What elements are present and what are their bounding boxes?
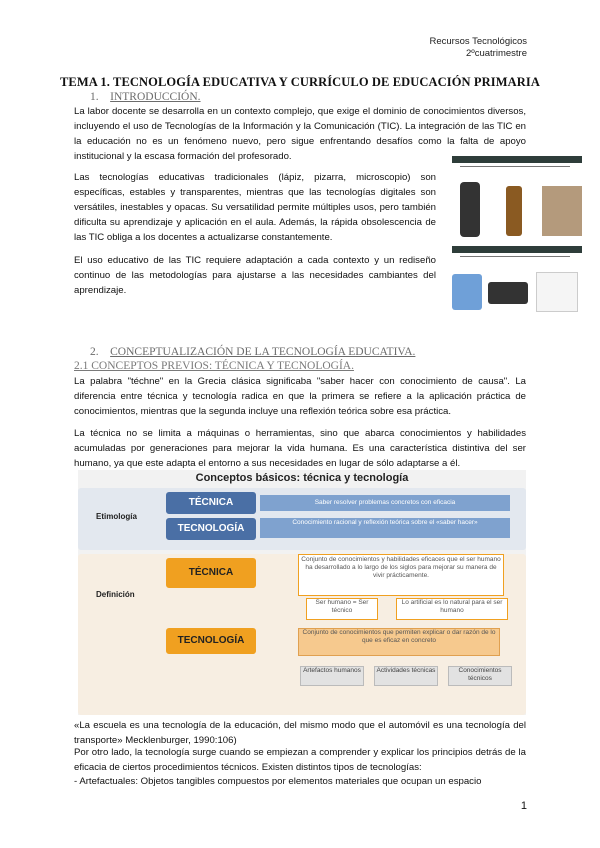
- header-term: 2ºcuatrimestre: [465, 48, 527, 59]
- paragraph-quote: «La escuela es una tecnología de la educación, del mismo modo que el automóvil es una tecnología del transporte» Mecklenburger, 1990:106): [74, 720, 526, 746]
- section-1-number: 1.: [90, 91, 99, 103]
- paragraph-technique: La técnica no se limita a máquinas o herramientas, sino que abarca conocimientos y habilidades acumuladas por generaciones para mejorar la vida humana. Es una característica distintiva del ser humano, ya que este adapta el entorno a sus necesidades en lugar de sólo adaptarse a él.: [74, 428, 526, 469]
- concepts-diagram: [78, 470, 526, 715]
- tecnologia-etym-arrow: Conocimiento racional y reflexión teórica sobre el «saber hacer»: [260, 518, 510, 538]
- tablet-icon: [452, 274, 482, 310]
- diagram-title: Conceptos básicos: técnica y tecnología: [195, 472, 409, 484]
- section-1-heading: [90, 91, 201, 103]
- digital-tools-image: [452, 246, 582, 314]
- document-title: TEMA 1. TECNOLOGÍA EDUCATIVA Y CURRÍCULO DE EDUCACIÓN PRIMARIA: [60, 75, 540, 89]
- image-caption-bar: [452, 156, 582, 163]
- paragraph-traditional-tech: Las tecnologías educativas tradicionales (lápiz, pizarra, microscopio) son específicas, estables y transparentes, mientras que las tecnologías digitales son versátiles, inestables y opacas. Su versatilidad permite múltiples usos, pero también dificulta su aprendizaje y aplicación en el aula. Además, la rápida obsolescencia de las TIC obliga a los docentes a actualizarse constantemente.: [74, 172, 436, 243]
- tecnica-def-b: Lo artificial es lo natural para el ser humano: [396, 598, 508, 620]
- microscope-icon: [506, 186, 522, 236]
- traditional-tools-image: [452, 156, 582, 240]
- etimologia-label: Etimología: [96, 512, 137, 521]
- section-2-heading: [90, 346, 415, 358]
- tecnica-etym-arrow: Saber resolver problemas concretos con eficacia: [260, 495, 510, 511]
- tecnologia-def-pill: TECNOLOGÍA: [166, 628, 256, 654]
- tecnica-def-pill: TÉCNICA: [166, 558, 256, 588]
- paragraph-technology-types: Por otro lado, la tecnología surge cuando se empiezan a comprender y explicar los principios detrás de la eficacia de ciertos procedimientos técnicos. Existen distintos tipos de tecnologías:: [74, 747, 526, 773]
- tecnologia-def-box: Conjunto de conocimientos que permiten explicar o dar razón de lo que es eficaz en concreto: [298, 628, 500, 656]
- section-2-number: 2.: [90, 346, 99, 358]
- tecnica-etym-pill: TÉCNICA: [166, 492, 256, 514]
- paragraph-intro: La labor docente se desarrolla en un contexto complejo, que exige el dominio de conocimientos diversos, incluyendo el uso de Tecnologías de la Información y la Comunicación (TIC). La integración de las TIC en la educación no es un fenómeno nuevo, pero sigue enfrentando desafíos como la falta de apoyo institucional y la escasa formación del profesorado.: [74, 106, 526, 162]
- paragraph-techne: La palabra "téchne" en la Grecia clásica significaba "saber hacer con conocimiento de causa". La diferencia entre técnica y tecnología radica en que la primera se refiere a la aplicación práctica de conocimientos, mientras que la segunda incluye una reflexión teórica sobre esa práctica.: [74, 376, 526, 417]
- classroom-photo: [542, 186, 582, 236]
- subsection-heading: 2.1 CONCEPTOS PREVIOS: TÉCNICA Y TECNOLOGÍA.: [74, 360, 354, 372]
- type-actividades: Actividades técnicas: [374, 666, 438, 686]
- page-number: 1: [520, 800, 527, 812]
- type-artefactos: Artefactos humanos: [300, 666, 364, 686]
- image-caption-bar: [452, 246, 582, 253]
- section-1-title: INTRODUCCIÓN.: [110, 91, 201, 103]
- tecnica-def-box: Conjunto de conocimientos y habilidades eficaces que el ser humano ha desarrollado a lo largo de los siglos para mejorar su manera de vivir prácticamente.: [298, 554, 504, 596]
- header-course: Recursos Tecnológicos: [429, 36, 527, 47]
- type-conocimientos: Conocimientos técnicos: [448, 666, 512, 686]
- paragraph-artefactuales: - Artefactuales: Objetos tangibles compuestos por elementos materiales que ocupan un espacio: [74, 776, 482, 787]
- definicion-label: Definición: [96, 590, 135, 599]
- camera-icon: [488, 282, 528, 304]
- tecnica-def-a: Ser humano = Ser técnico: [306, 598, 378, 620]
- document-icon: [536, 272, 578, 312]
- tecnologia-etym-pill: TECNOLOGÍA: [166, 518, 256, 540]
- microscope-icon: [460, 182, 480, 237]
- section-2-title: CONCEPTUALIZACIÓN DE LA TECNOLOGÍA EDUCATIVA.: [110, 346, 416, 358]
- paragraph-adaptation: El uso educativo de las TIC requiere adaptación a cada contexto y un rediseño continuo de las metodologías para ajustarse a las necesidades cambiantes del aprendizaje.: [74, 255, 436, 296]
